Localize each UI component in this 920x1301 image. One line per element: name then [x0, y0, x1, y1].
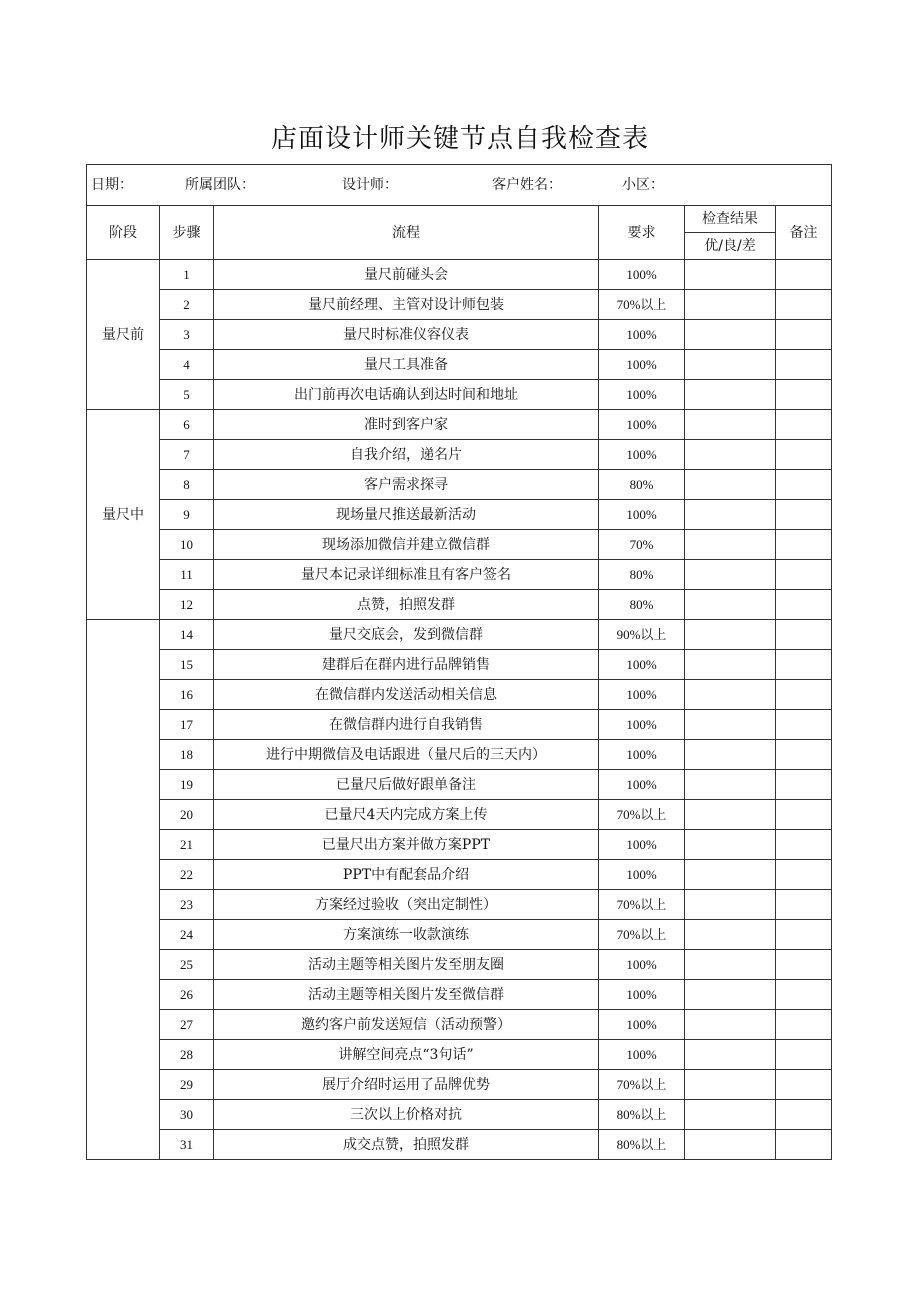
remark-cell[interactable] — [776, 740, 832, 770]
flow-cell: 活动主题等相关图片发至微信群 — [214, 980, 599, 1010]
requirement-cell: 70%以上 — [599, 800, 685, 830]
result-cell[interactable] — [685, 590, 776, 620]
stage-cell: 量尺前 — [87, 260, 160, 410]
remark-cell[interactable] — [776, 680, 832, 710]
flow-cell: 量尺本记录详细标准且有客户签名 — [214, 560, 599, 590]
remark-cell[interactable] — [776, 290, 832, 320]
remark-cell[interactable] — [776, 410, 832, 440]
remark-cell[interactable] — [776, 470, 832, 500]
table-row — [87, 380, 832, 410]
table-row — [87, 1130, 832, 1160]
table-row — [87, 620, 832, 650]
flow-cell: 准时到客户家 — [214, 410, 599, 440]
requirement-cell: 70%以上 — [599, 890, 685, 920]
step-cell: 30 — [160, 1100, 214, 1130]
flow-cell: PPT中有配套品介绍 — [214, 860, 599, 890]
table-row — [87, 650, 832, 680]
step-cell: 6 — [160, 410, 214, 440]
step-cell: 4 — [160, 350, 214, 380]
remark-cell[interactable] — [776, 260, 832, 290]
table-row — [87, 980, 832, 1010]
step-cell: 21 — [160, 830, 214, 860]
flow-cell: 量尺工具准备 — [214, 350, 599, 380]
step-cell: 28 — [160, 1040, 214, 1070]
remark-cell[interactable] — [776, 500, 832, 530]
team-label: 所属团队： — [185, 177, 255, 193]
flow-cell: 现场量尺推送最新活动 — [214, 500, 599, 530]
table-row — [87, 350, 832, 380]
result-cell[interactable] — [685, 470, 776, 500]
requirement-cell: 100% — [599, 680, 685, 710]
result-cell[interactable] — [685, 800, 776, 830]
flow-cell: 进行中期微信及电话跟进（量尺后的三天内） — [214, 740, 599, 770]
remark-cell[interactable] — [776, 1040, 832, 1070]
remark-cell[interactable] — [776, 1100, 832, 1130]
result-cell[interactable] — [685, 980, 776, 1010]
flow-cell: 客户需求探寻 — [214, 470, 599, 500]
table-row — [87, 710, 832, 740]
result-cell[interactable] — [685, 380, 776, 410]
step-cell: 7 — [160, 440, 214, 470]
step-cell: 19 — [160, 770, 214, 800]
requirement-cell: 80% — [599, 560, 685, 590]
flow-cell: 三次以上价格对抗 — [214, 1100, 599, 1130]
result-cell[interactable] — [685, 920, 776, 950]
flow-cell: 量尺交底会，发到微信群 — [214, 620, 599, 650]
remark-cell[interactable] — [776, 440, 832, 470]
remark-cell[interactable] — [776, 710, 832, 740]
flow-cell: 出门前再次电话确认到达时间和地址 — [214, 380, 599, 410]
step-cell: 10 — [160, 530, 214, 560]
requirement-cell: 70% — [599, 530, 685, 560]
step-cell: 2 — [160, 290, 214, 320]
table-row — [87, 770, 832, 800]
table-row — [87, 890, 832, 920]
date-label: 日期： — [91, 177, 133, 193]
flow-cell: 已量尺后做好跟单备注 — [214, 770, 599, 800]
result-cell[interactable] — [685, 770, 776, 800]
table-row — [87, 590, 832, 620]
flow-cell: 方案演练一收款演练 — [214, 920, 599, 950]
flow-cell: 成交点赞，拍照发群 — [214, 1130, 599, 1160]
table-row — [87, 410, 832, 440]
table-row — [87, 320, 832, 350]
result-cell[interactable] — [685, 680, 776, 710]
step-cell: 18 — [160, 740, 214, 770]
step-cell: 29 — [160, 1070, 214, 1100]
table-row — [87, 680, 832, 710]
header-flow: 流程 — [214, 206, 599, 260]
step-cell: 9 — [160, 500, 214, 530]
step-cell: 22 — [160, 860, 214, 890]
remark-cell[interactable] — [776, 800, 832, 830]
step-cell: 20 — [160, 800, 214, 830]
step-cell: 25 — [160, 950, 214, 980]
table-row — [87, 1100, 832, 1130]
remark-cell[interactable] — [776, 380, 832, 410]
result-cell[interactable] — [685, 950, 776, 980]
requirement-cell: 100% — [599, 260, 685, 290]
flow-cell: 活动主题等相关图片发至朋友圈 — [214, 950, 599, 980]
flow-cell: 自我介绍，递名片 — [214, 440, 599, 470]
requirement-cell: 80%以上 — [599, 1130, 685, 1160]
remark-cell[interactable] — [776, 980, 832, 1010]
designer-label: 设计师： — [342, 177, 398, 193]
step-cell: 16 — [160, 680, 214, 710]
flow-cell: 量尺时标准仪容仪表 — [214, 320, 599, 350]
result-cell[interactable] — [685, 410, 776, 440]
flow-cell: 已量尺出方案并做方案PPT — [214, 830, 599, 860]
requirement-cell: 100% — [599, 950, 685, 980]
table-row — [87, 560, 832, 590]
flow-cell: 展厅介绍时运用了品牌优势 — [214, 1070, 599, 1100]
requirement-cell: 100% — [599, 410, 685, 440]
table-row — [87, 800, 832, 830]
result-cell[interactable] — [685, 1010, 776, 1040]
requirement-cell: 70%以上 — [599, 920, 685, 950]
table-row — [87, 530, 832, 560]
result-cell[interactable] — [685, 350, 776, 380]
flow-cell: 在微信群内发送活动相关信息 — [214, 680, 599, 710]
table-row — [87, 1040, 832, 1070]
requirement-cell: 100% — [599, 320, 685, 350]
flow-cell: 点赞，拍照发群 — [214, 590, 599, 620]
requirement-cell: 100% — [599, 830, 685, 860]
flow-cell: 已量尺4天内完成方案上传 — [214, 800, 599, 830]
requirement-cell: 90%以上 — [599, 620, 685, 650]
remark-cell[interactable] — [776, 530, 832, 560]
checklist-table — [86, 164, 832, 1160]
result-cell[interactable] — [685, 830, 776, 860]
requirement-cell: 70%以上 — [599, 290, 685, 320]
requirement-cell: 70%以上 — [599, 1070, 685, 1100]
requirement-cell: 100% — [599, 380, 685, 410]
requirement-cell: 100% — [599, 770, 685, 800]
info-row — [87, 165, 832, 206]
remark-cell[interactable] — [776, 830, 832, 860]
remark-cell[interactable] — [776, 890, 832, 920]
table-row — [87, 500, 832, 530]
table-row — [87, 260, 832, 290]
requirement-cell: 80% — [599, 470, 685, 500]
step-cell: 23 — [160, 890, 214, 920]
step-cell: 26 — [160, 980, 214, 1010]
remark-cell[interactable] — [776, 770, 832, 800]
flow-cell: 量尺前经理、主管对设计师包装 — [214, 290, 599, 320]
flow-cell: 邀约客户前发送短信（活动预警） — [214, 1010, 599, 1040]
page-title: 店面设计师关键节点自我检查表 — [270, 124, 649, 154]
result-cell[interactable] — [685, 1040, 776, 1070]
flow-cell: 方案经过验收（突出定制性） — [214, 890, 599, 920]
step-cell: 8 — [160, 470, 214, 500]
header-result: 检查结果 — [685, 206, 776, 233]
remark-cell[interactable] — [776, 350, 832, 380]
header-row — [87, 206, 832, 233]
requirement-cell: 100% — [599, 740, 685, 770]
requirement-cell: 100% — [599, 350, 685, 380]
step-cell: 24 — [160, 920, 214, 950]
header-grade: 优/良/差 — [685, 233, 776, 260]
requirement-cell: 80% — [599, 590, 685, 620]
table-row — [87, 1010, 832, 1040]
flow-cell: 在微信群内进行自我销售 — [214, 710, 599, 740]
header-stage: 阶段 — [87, 206, 160, 260]
flow-cell: 现场添加微信并建立微信群 — [214, 530, 599, 560]
step-cell: 14 — [160, 620, 214, 650]
result-cell[interactable] — [685, 260, 776, 290]
remark-cell[interactable] — [776, 1010, 832, 1040]
community-label: 小区： — [622, 177, 664, 193]
result-cell[interactable] — [685, 860, 776, 890]
flow-cell: 讲解空间亮点“3句话” — [214, 1040, 599, 1070]
result-cell[interactable] — [685, 650, 776, 680]
step-cell: 15 — [160, 650, 214, 680]
result-cell[interactable] — [685, 740, 776, 770]
remark-cell[interactable] — [776, 1070, 832, 1100]
remark-cell[interactable] — [776, 920, 832, 950]
table-row — [87, 920, 832, 950]
flow-cell: 量尺前碰头会 — [214, 260, 599, 290]
requirement-cell: 100% — [599, 650, 685, 680]
remark-cell[interactable] — [776, 860, 832, 890]
result-cell[interactable] — [685, 1130, 776, 1160]
remark-cell[interactable] — [776, 650, 832, 680]
table-row — [87, 470, 832, 500]
header-requirement: 要求 — [599, 206, 685, 260]
step-cell: 3 — [160, 320, 214, 350]
table-row — [87, 860, 832, 890]
header-step: 步骤 — [160, 206, 214, 260]
step-cell: 27 — [160, 1010, 214, 1040]
step-cell: 17 — [160, 710, 214, 740]
customer-label: 客户姓名： — [492, 177, 562, 193]
result-cell[interactable] — [685, 620, 776, 650]
result-cell[interactable] — [685, 290, 776, 320]
flow-cell: 建群后在群内进行品牌销售 — [214, 650, 599, 680]
remark-cell[interactable] — [776, 560, 832, 590]
result-cell[interactable] — [685, 500, 776, 530]
result-cell[interactable] — [685, 1070, 776, 1100]
remark-cell[interactable] — [776, 620, 832, 650]
result-cell[interactable] — [685, 320, 776, 350]
result-cell[interactable] — [685, 440, 776, 470]
table-row — [87, 290, 832, 320]
remark-cell[interactable] — [776, 950, 832, 980]
header-remark: 备注 — [776, 206, 832, 260]
table-row — [87, 440, 832, 470]
step-cell: 1 — [160, 260, 214, 290]
result-cell[interactable] — [685, 560, 776, 590]
remark-cell[interactable] — [776, 320, 832, 350]
table-row — [87, 1070, 832, 1100]
stage-cell: 量尺中 — [87, 410, 160, 620]
requirement-cell: 100% — [599, 860, 685, 890]
requirement-cell: 100% — [599, 710, 685, 740]
step-cell: 12 — [160, 590, 214, 620]
requirement-cell: 100% — [599, 980, 685, 1010]
result-cell[interactable] — [685, 530, 776, 560]
step-cell: 11 — [160, 560, 214, 590]
requirement-cell: 100% — [599, 1040, 685, 1070]
step-cell: 5 — [160, 380, 214, 410]
table-row — [87, 740, 832, 770]
requirement-cell: 100% — [599, 500, 685, 530]
remark-cell[interactable] — [776, 1130, 832, 1160]
stage-cell — [87, 620, 160, 1160]
result-cell[interactable] — [685, 710, 776, 740]
requirement-cell: 100% — [599, 440, 685, 470]
result-cell[interactable] — [685, 1100, 776, 1130]
remark-cell[interactable] — [776, 590, 832, 620]
step-cell: 31 — [160, 1130, 214, 1160]
requirement-cell: 100% — [599, 1010, 685, 1040]
table-row — [87, 950, 832, 980]
table-row — [87, 830, 832, 860]
requirement-cell: 80%以上 — [599, 1100, 685, 1130]
result-cell[interactable] — [685, 890, 776, 920]
